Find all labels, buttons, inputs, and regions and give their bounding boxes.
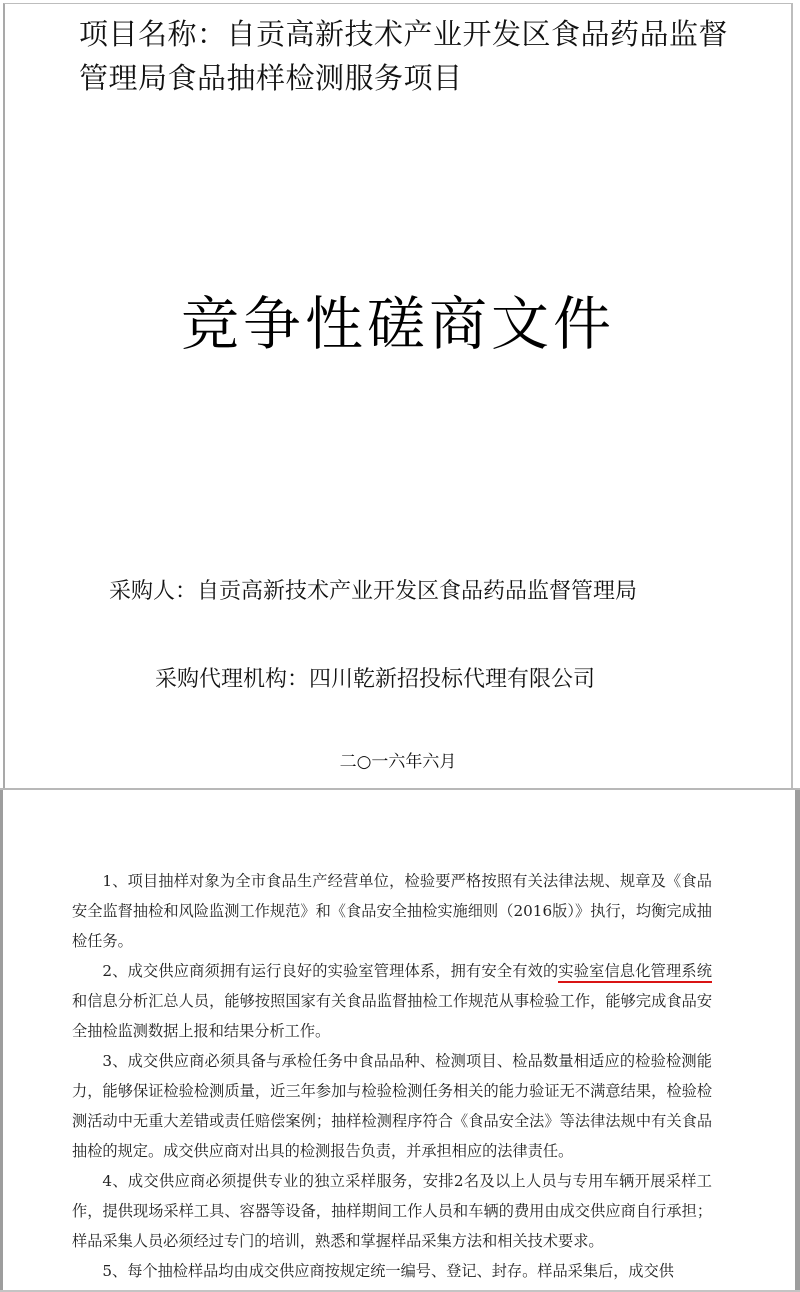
paragraph-3: 3、成交供应商必须具备与承检任务中食品品种、检测项目、检品数量相适应的检验检测能力，能够保证检验检测质量，近三年参加与检验检测任务相关的能力验证无不满意结果，检验检测活动中无重大差错或责任赔偿案例；抽样检测程序符合《食品安全法》等法律法规中有关食品抽检的规定。成交供应商对出具的检测报告负责，并承担相应的法律责任。 xyxy=(72,1052,712,1160)
agency-line: 采购代理机构：四川乾新招投标代理有限公司 xyxy=(155,667,596,692)
highlighted-phrase: 实验室信息化管理系统 xyxy=(558,962,712,983)
project-title xyxy=(79,12,769,100)
page-right-edge xyxy=(795,790,800,1292)
paragraph-2-after: 和信息分析汇总人员，能够按照国家有关食品监督抽检工作规范从事检验工作，能够完成食品安全抽检监测数据上报和结果分析工作。 xyxy=(72,992,712,1040)
project-title-line-2: 管理局食品抽样检测服务项目 xyxy=(79,61,463,95)
project-title-line-1: 项目名称：自贡高新技术产业开发区食品药品监督 xyxy=(79,17,729,51)
cover-page xyxy=(3,3,793,789)
paragraph-2-before: 2、成交供应商须拥有运行良好的实验室管理体系，拥有安全有效的 xyxy=(102,962,559,980)
document-title: 竞争性磋商文件 xyxy=(180,290,615,358)
page-left-edge xyxy=(0,790,3,1292)
document-date: 二○一六年六月 xyxy=(339,752,457,772)
paragraph-1: 1、项目抽样对象为全市食品生产经营单位，检验要严格按照有关法律法规、规章及《食品安全监督抽检和风险监测工作规范》和《食品安全抽检实施细则（2016版）》执行，均衡完成抽检任务。 xyxy=(72,872,712,950)
requirements-body xyxy=(72,866,712,1286)
paragraph-5: 5、每个抽检样品均由成交供应商按规定统一编号、登记、封存。样品采集后，成交供 xyxy=(102,1262,674,1280)
paragraph-2 xyxy=(72,956,712,1046)
paragraph-4: 4、成交供应商必须提供专业的独立采样服务，安排2名及以上人员与专用车辆开展采样工作，提供现场采样工具、容器等设备，抽样期间工作人员和车辆的费用由成交供应商自行承担；样品采集人员必须经过专门的培训，熟悉和掌握样品采集方法和相关技术要求。 xyxy=(72,1172,712,1250)
purchaser-line: 采购人：自贡高新技术产业开发区食品药品监督管理局 xyxy=(109,579,638,604)
content-page xyxy=(0,788,800,1292)
